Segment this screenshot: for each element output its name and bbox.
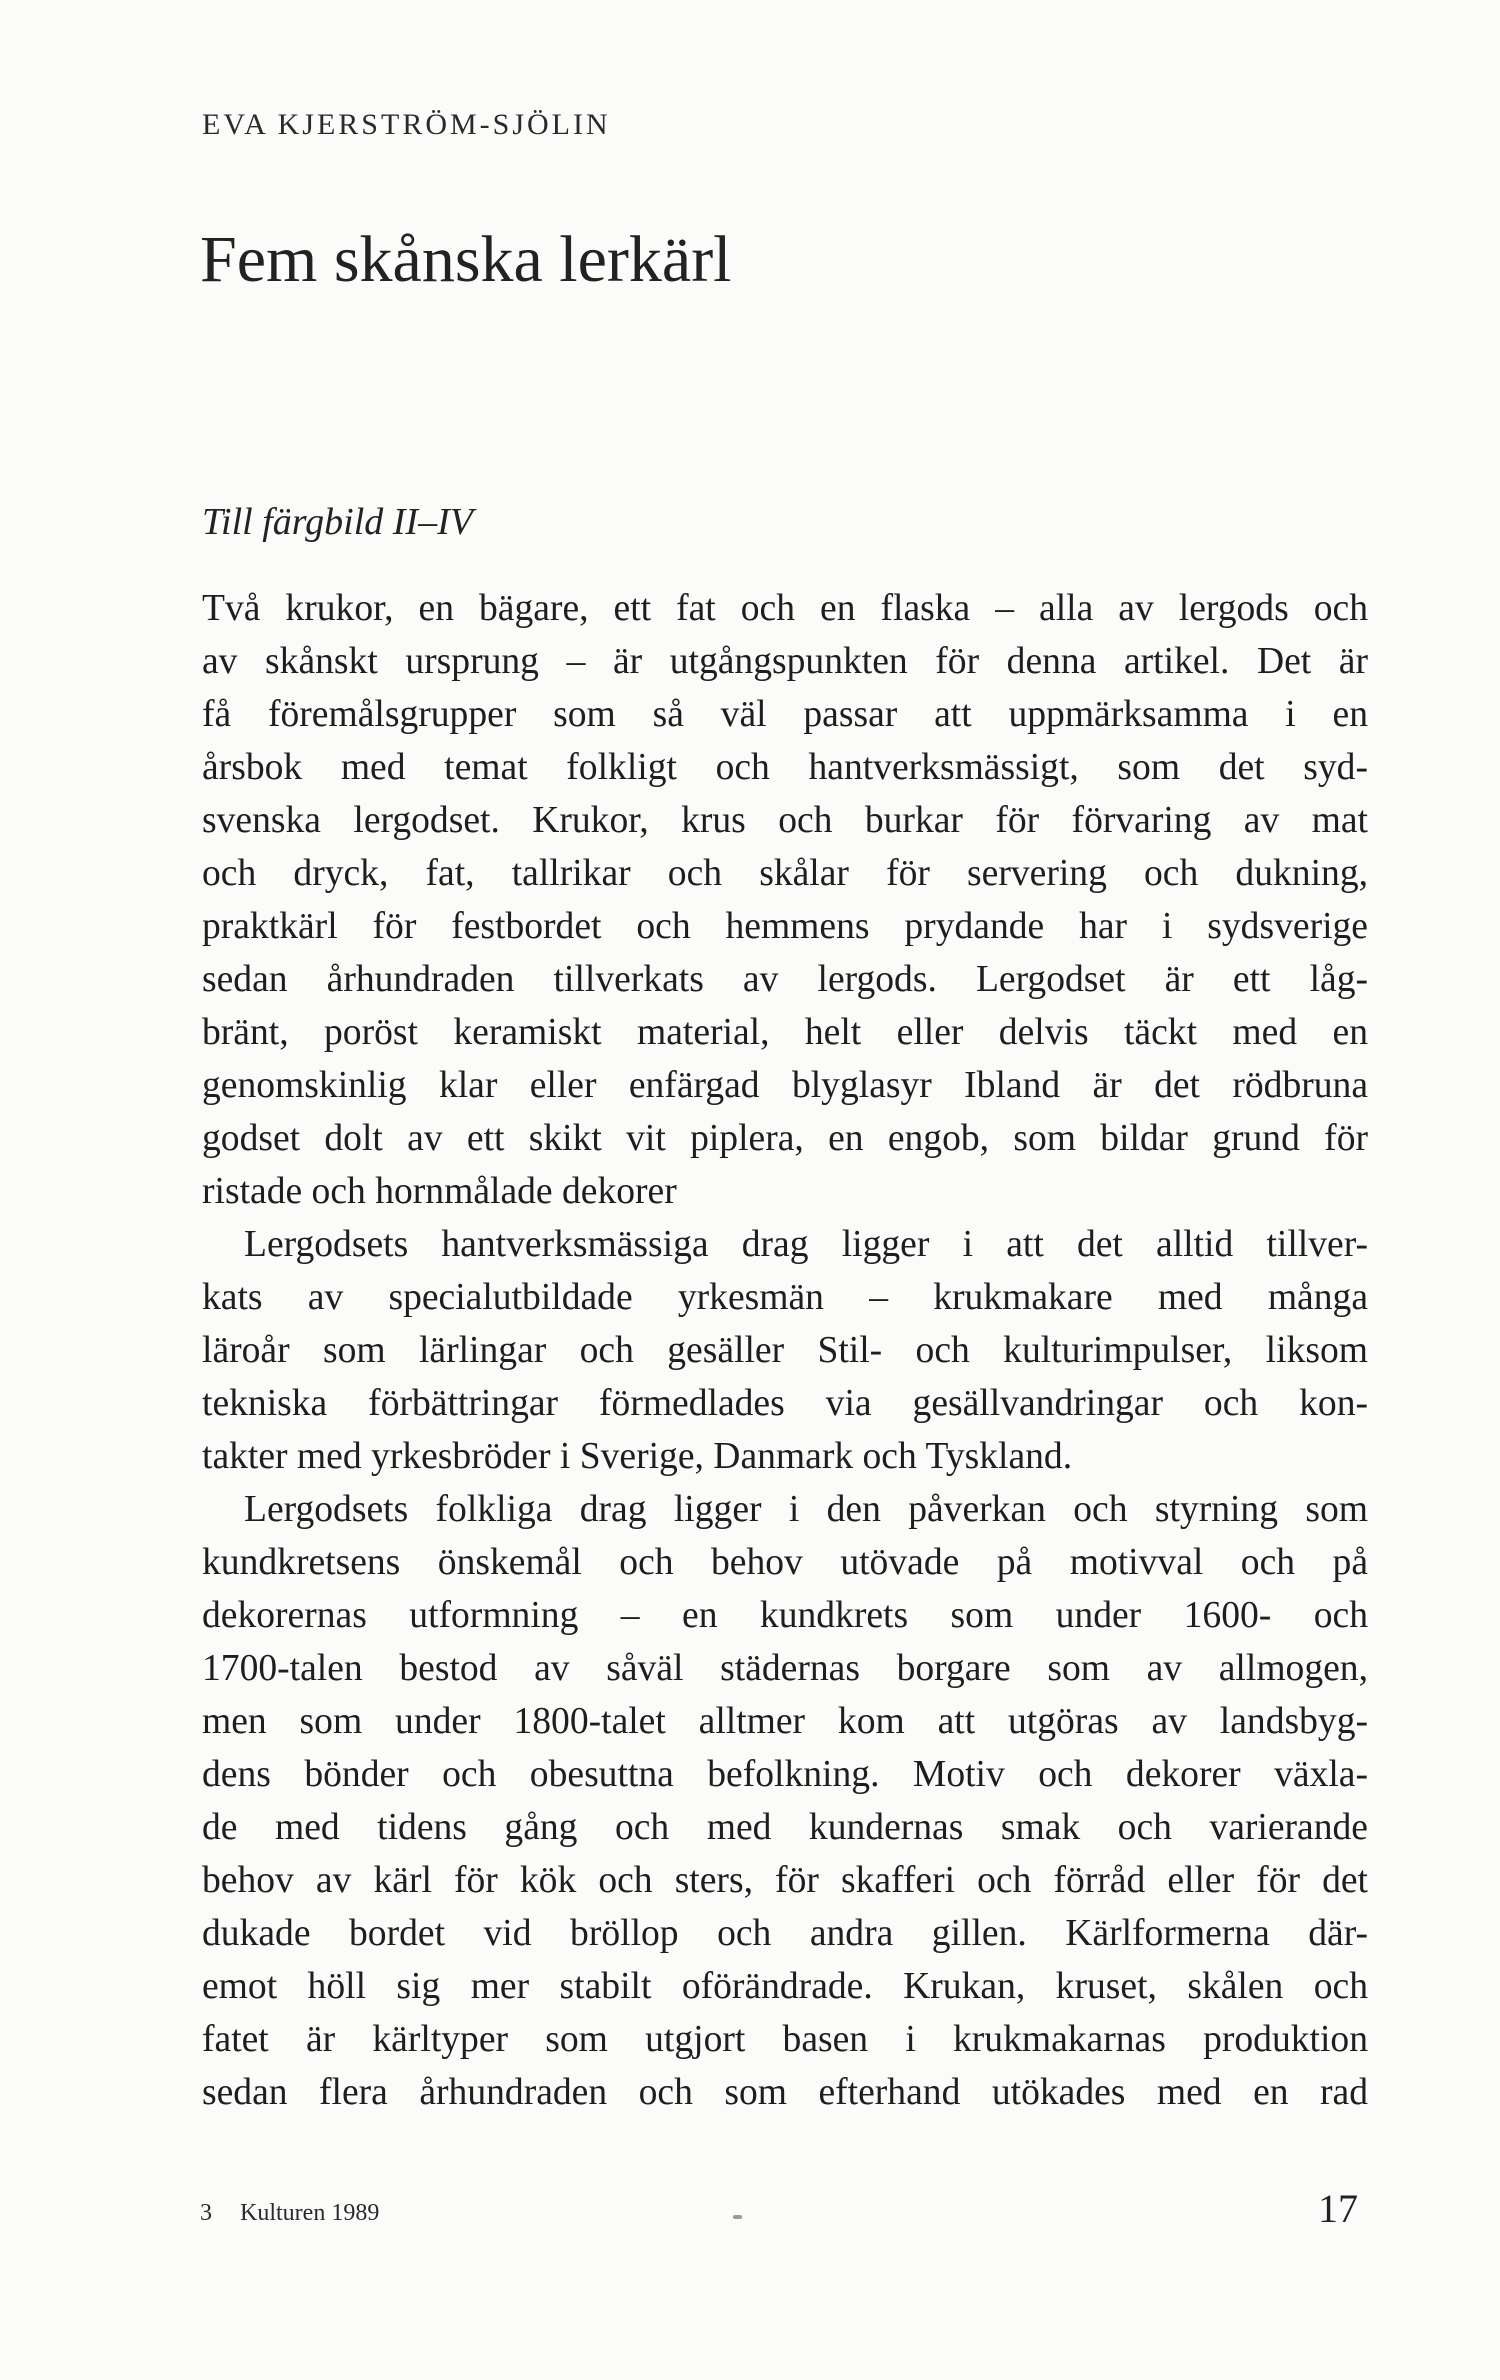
article-body [202, 582, 1368, 2119]
article-title: Fem skånska lerkärl [200, 223, 732, 296]
text-line: praktkärl för festbordet och hemmens prydande har i sydsverige [202, 906, 1368, 947]
text-line: behov av kärl för kök och sters, för skafferi och förråd eller för det [202, 1860, 1368, 1901]
text-line: dens bönder och obesuttna befolkning. Motiv och dekorer växla- [202, 1754, 1368, 1795]
text-line: godset dolt av ett skikt vit piplera, en engob, som bildar grund för [202, 1118, 1368, 1159]
text-line: de med tidens gång och med kundernas smak och varierande [202, 1807, 1368, 1848]
author-name: EVA KJERSTRÖM-SJÖLIN [202, 108, 611, 141]
text-line: sedan flera århundraden och som efterhand utökades med en rad [202, 2072, 1368, 2113]
text-line: och dryck, fat, tallrikar och skålar för servering och dukning, [202, 853, 1368, 894]
text-line: ristade och hornmålade dekorer [202, 1171, 677, 1212]
text-line: dekorernas utformning – en kundkrets som under 1600- och [202, 1595, 1368, 1636]
text-line: men som under 1800-talet alltmer kom att utgöras av landsbyg- [202, 1701, 1368, 1742]
scan-speck [733, 2215, 742, 2219]
text-line: årsbok med temat folkligt och hantverksmässigt, som det syd- [202, 747, 1368, 788]
text-line: få föremålsgrupper som så väl passar att uppmärksamma i en [202, 694, 1368, 735]
text-line: fatet är kärltyper som utgjort basen i krukmakarnas produktion [202, 2019, 1368, 2060]
text-line: kats av specialutbildade yrkesmän – krukmakare med många [202, 1277, 1368, 1318]
text-line: Lergodsets folkliga drag ligger i den påverkan och styrning som [244, 1489, 1368, 1530]
text-line: Två krukor, en bägare, ett fat och en flaska – alla av lergods och [202, 588, 1368, 629]
text-line: genomskinlig klar eller enfärgad blyglasyr Ibland är det rödbruna [202, 1065, 1368, 1106]
text-line: Lergodsets hantverksmässiga drag ligger i att det alltid tillver- [244, 1224, 1368, 1265]
page-footer [200, 2200, 379, 2227]
text-line: svenska lergodset. Krukor, krus och burkar för förvaring av mat [202, 800, 1368, 841]
text-line: tekniska förbättringar förmedlades via gesällvandringar och kon- [202, 1383, 1368, 1424]
text-line: sedan århundraden tillverkats av lergods. Lergodset är ett låg- [202, 959, 1368, 1000]
text-line: kundkretsens önskemål och behov utövade på motivval och på [202, 1542, 1368, 1583]
text-line: bränt, poröst keramiskt material, helt eller delvis täckt med en [202, 1012, 1368, 1053]
text-line: av skånskt ursprung – är utgångspunkten för denna artikel. Det är [202, 641, 1368, 682]
text-line: takter med yrkesbröder i Sverige, Danmark och Tyskland. [202, 1436, 1073, 1477]
text-line: emot höll sig mer stabilt oförändrade. Krukan, kruset, skålen och [202, 1966, 1368, 2007]
text-line: läroår som lärlingar och gesäller Stil- och kulturimpulser, liksom [202, 1330, 1368, 1371]
publication-name: Kulturen 1989 [240, 2200, 380, 2226]
text-line: 1700-talen bestod av såväl städernas borgare som av allmogen, [202, 1648, 1368, 1689]
article-subtitle: Till färgbild II–IV [202, 501, 473, 543]
page-number: 17 [1318, 2186, 1358, 2231]
text-line: dukade bordet vid bröllop och andra gillen. Kärlformerna där- [202, 1913, 1368, 1954]
issue-number: 3 [200, 2200, 212, 2226]
